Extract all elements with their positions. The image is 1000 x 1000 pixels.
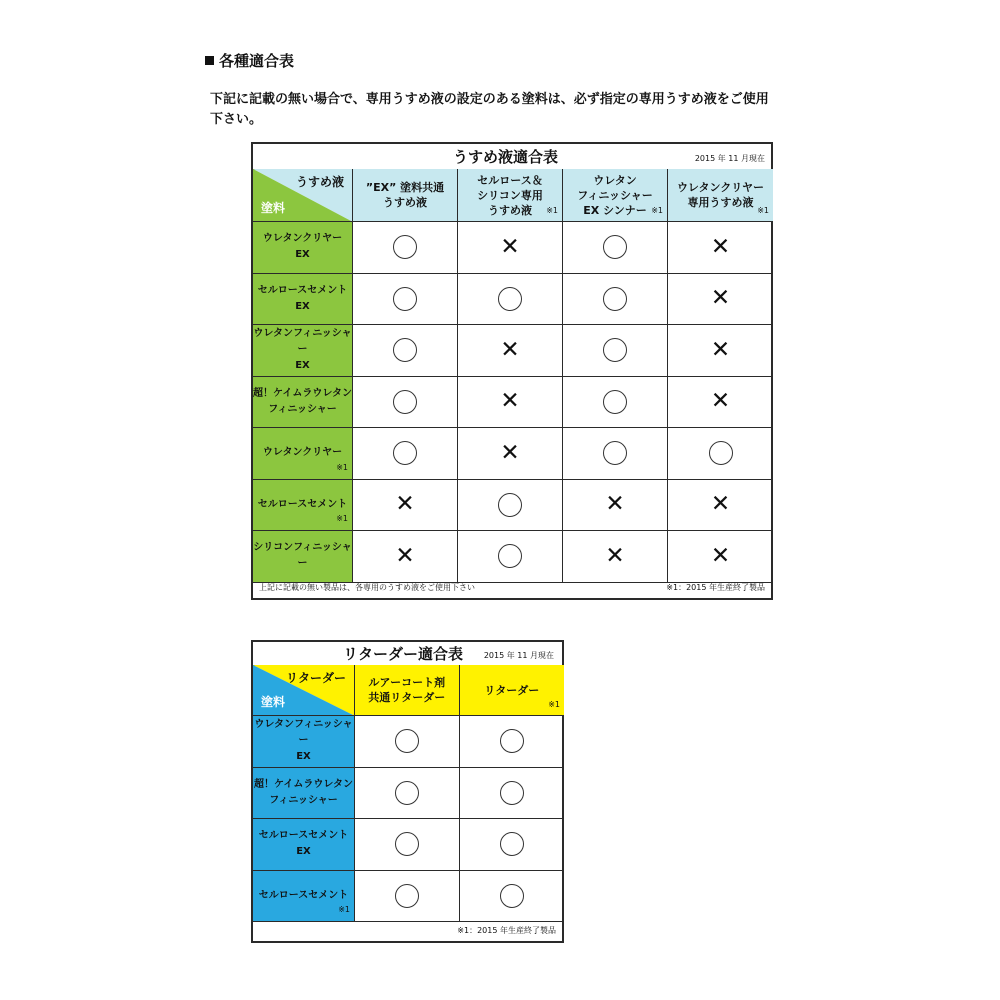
compatibility-cell [563, 274, 668, 326]
compatible-circle-icon [393, 235, 417, 259]
compatibility-cell [563, 480, 668, 532]
table-title-bar [253, 642, 562, 666]
compatible-circle-icon [498, 493, 522, 517]
row-header [253, 377, 353, 429]
row-header-label: 超！ケイムラウレタン フィニッシャー [254, 778, 353, 806]
compatibility-cell [563, 222, 668, 274]
compatibility-cell [563, 377, 668, 429]
compatible-circle-icon [498, 287, 522, 311]
compatibility-cell [458, 480, 563, 532]
incompatible-cross-icon: ✕ [500, 388, 520, 415]
incompatible-cross-icon: ✕ [710, 233, 731, 260]
compatibility-cell [460, 819, 565, 871]
section-heading [205, 50, 294, 71]
retarder-compatibility-table [251, 640, 564, 943]
compatibility-cell [355, 716, 460, 768]
row-header [253, 531, 353, 583]
compatibility-cell [355, 768, 460, 820]
row-header-label: ウレタンフィニッシャー EX [254, 719, 353, 763]
row-header [253, 428, 353, 480]
compatibility-cell [668, 531, 773, 583]
discontinued-note-mark: ※1 [548, 700, 560, 709]
row-header-label: セルロースセメント [257, 498, 348, 510]
column-header-label: リターダー [484, 683, 540, 697]
compatible-circle-icon [500, 729, 524, 753]
discontinued-note-mark: ※1 [336, 462, 348, 472]
incompatible-cross-icon: ✕ [710, 542, 731, 569]
compatible-circle-icon [395, 832, 419, 856]
compatibility-cell [668, 428, 773, 480]
incompatible-cross-icon: ✕ [395, 491, 415, 518]
compatibility-cell [460, 716, 565, 768]
compatibility-cell [458, 325, 563, 377]
square-bullet-icon [205, 56, 214, 65]
compatible-circle-icon [603, 235, 627, 259]
compatibility-cell [353, 428, 458, 480]
compatibility-cell [668, 480, 773, 532]
compatibility-cell [668, 274, 773, 326]
row-header [253, 325, 353, 377]
corner-header-cell [253, 665, 355, 716]
incompatible-cross-icon: ✕ [710, 388, 731, 415]
compatible-circle-icon [393, 287, 417, 311]
row-header [253, 768, 355, 820]
compatible-circle-icon [500, 884, 524, 908]
table-title: リターダー適合表 [343, 645, 464, 663]
compatibility-cell [668, 222, 773, 274]
compatibility-cell [353, 480, 458, 532]
footer-note: 上記に記載の無い製品は、各専用のうすめ液をご使用下さい [259, 583, 475, 592]
compatibility-cell [458, 428, 563, 480]
row-header-label: シリコンフィニッシャー [253, 542, 352, 570]
corner-column-axis-label: リターダー [285, 671, 346, 685]
column-header-label: ウレタン フィニッシャー EX シンナー [577, 173, 653, 217]
compatibility-cell [563, 325, 668, 377]
compatible-circle-icon [500, 781, 524, 805]
table-title: うすめ液適合表 [453, 148, 559, 166]
incompatible-cross-icon: ✕ [605, 542, 625, 569]
discontinued-note-mark: ※1 [546, 206, 558, 215]
footer-discontinued-note: ※1：2015 年生産終了製品 [666, 583, 765, 592]
column-header [460, 665, 565, 716]
compatible-circle-icon [393, 390, 417, 414]
compatibility-cell [355, 819, 460, 871]
thinner-compatibility-table [251, 142, 773, 600]
intro-text: 下記に記載の無い場合で、専用うすめ液の設定のある塗料は、必ず指定の専用うすめ液をご使用下さい。 [210, 92, 769, 127]
row-header [253, 716, 355, 768]
incompatible-cross-icon: ✕ [710, 491, 731, 518]
compatible-circle-icon [709, 441, 733, 465]
row-header-label: 超！ケイムラウレタン フィニッシャー [253, 387, 352, 415]
compatible-circle-icon [393, 441, 417, 465]
table-date: 2015 年 11 月現在 [694, 154, 765, 163]
row-header-label: ウレタンクリヤー EX [262, 233, 343, 261]
compatible-circle-icon [500, 832, 524, 856]
row-header [253, 871, 355, 923]
compatibility-cell [460, 768, 565, 820]
discontinued-note-mark: ※1 [651, 206, 663, 215]
corner-row-axis-label: 塗料 [261, 695, 286, 709]
column-header-label: ”EX” 塗料共通 うすめ液 [365, 181, 445, 209]
compatibility-cell [458, 377, 563, 429]
section-heading-text: 各種適合表 [219, 52, 295, 70]
row-header-label: セルロースセメント EX [258, 830, 349, 858]
compatibility-cell [458, 222, 563, 274]
compatibility-cell [460, 871, 565, 923]
compatibility-cell [353, 222, 458, 274]
compatibility-cell [355, 871, 460, 923]
column-header [563, 169, 668, 222]
row-header-label: ウレタンフィニッシャー EX [253, 328, 352, 372]
corner-row-axis-label: 塗料 [261, 201, 286, 215]
compatibility-cell [353, 274, 458, 326]
compatible-circle-icon [395, 884, 419, 908]
compatible-circle-icon [603, 287, 627, 311]
incompatible-cross-icon: ✕ [500, 439, 520, 466]
row-header [253, 480, 353, 532]
compatible-circle-icon [498, 544, 522, 568]
row-header [253, 274, 353, 326]
incompatible-cross-icon: ✕ [710, 285, 731, 312]
incompatible-cross-icon: ✕ [500, 336, 520, 363]
column-header-label: ウレタンクリヤー 専用うすめ液 [676, 181, 765, 209]
row-header-label: ウレタンクリヤー [262, 447, 343, 459]
discontinued-note-mark: ※1 [338, 905, 350, 914]
compatibility-cell [458, 531, 563, 583]
table-date: 2015 年 11 月現在 [483, 651, 554, 660]
compatibility-cell [668, 377, 773, 429]
incompatible-cross-icon: ✕ [710, 336, 731, 363]
column-header-label: セルロース＆ シリコン専用 うすめ液 [477, 173, 543, 217]
compatible-circle-icon [603, 390, 627, 414]
compatibility-cell [668, 325, 773, 377]
compatibility-cell [353, 325, 458, 377]
compatibility-cell [353, 377, 458, 429]
column-header [458, 169, 563, 222]
table-title-bar [253, 144, 771, 170]
compatible-circle-icon [603, 441, 627, 465]
compatible-circle-icon [395, 781, 419, 805]
column-header [353, 169, 458, 222]
compatible-circle-icon [603, 338, 627, 362]
column-header [668, 169, 773, 222]
corner-column-axis-label: うすめ液 [295, 175, 344, 189]
footer-discontinued-note: ※1：2015 年生産終了製品 [457, 926, 556, 935]
discontinued-note-mark: ※1 [336, 514, 348, 523]
incompatible-cross-icon: ✕ [605, 491, 625, 518]
incompatible-cross-icon: ✕ [395, 542, 415, 569]
row-header [253, 819, 355, 871]
compatibility-cell [563, 428, 668, 480]
incompatible-cross-icon: ✕ [500, 233, 520, 260]
compatibility-cell [458, 274, 563, 326]
compatible-circle-icon [393, 338, 417, 362]
column-header-label: ルアーコート剤 共通リターダー [368, 676, 446, 704]
compatibility-cell [563, 531, 668, 583]
compatibility-cell [353, 531, 458, 583]
compatible-circle-icon [395, 729, 419, 753]
corner-header-cell [253, 169, 353, 222]
row-header [253, 222, 353, 274]
row-header-label: セルロースセメント [258, 889, 349, 901]
discontinued-note-mark: ※1 [757, 206, 769, 215]
column-header [355, 665, 460, 716]
row-header-label: セルロースセメント EX [257, 284, 348, 312]
